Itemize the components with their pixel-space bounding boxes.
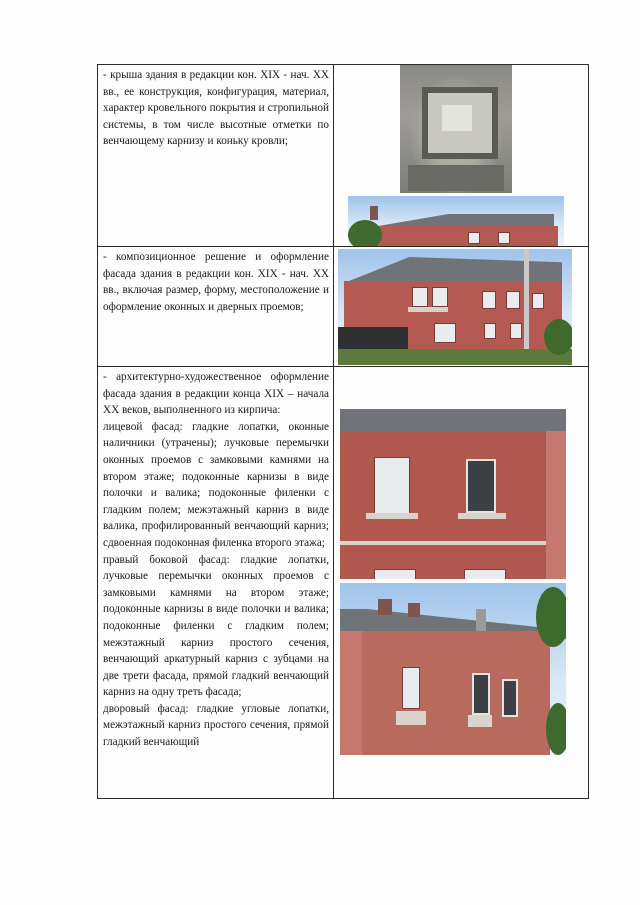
side-facade-photo <box>340 583 566 755</box>
facade-photo <box>338 249 572 365</box>
description-cell <box>98 65 334 247</box>
photo-cell <box>334 65 589 247</box>
table-row <box>98 247 589 367</box>
aerial-roof-photo <box>400 65 512 193</box>
protection-items-table <box>97 64 589 799</box>
description-cell <box>98 367 334 799</box>
table-row <box>98 367 589 799</box>
street-facade-photo <box>340 409 566 579</box>
description-text: - крыша здания в редакции кон. XIX - нач. XX вв., ее конструкция, конфигурация, материал, характер кровельного покрытия и стропильной системы, в том числе высотные отметки по венчающему карнизу и коньку кровли; <box>103 69 329 148</box>
description-text: правый боковой фасад: гладкие лопатки, лучковые перемычки оконных проемов с замковыми камнями на втором этаже; подоконные карнизы в виде полочки и валика; подоконные филенки с гладким полем; межэтажный карниз простого сечения, венчающий аркатурный карниз с зубцами на две трети фасада, прямой гладкий венчающий карниз на одну треть фасада; <box>103 553 329 699</box>
description-text: дворовый фасад: гладкие угловые лопатки, межэтажный карниз простого сечения, прямой гладкий венчающий <box>103 702 329 749</box>
table-row <box>98 65 589 247</box>
description-text: лицевой фасад: гладкие лопатки, оконные наличники (утрачены); лучковые перемычки оконных проемов с замковыми камнями на втором этаже; подоконные карнизы в виде полочки и валика; подоконные филенки с гладким полем; межэтажный карниз в виде валика, профилированный венчающий карниз; сдвоенная подоконная филенка второго этажа; <box>103 420 329 549</box>
building-roof-photo <box>348 196 564 246</box>
description-text: - архитектурно-художественное оформление фасада здания в редакции конца XIX – начала XX веков, выполненного из кирпича: <box>103 371 329 417</box>
photo-cell <box>334 367 589 799</box>
description-cell <box>98 247 334 367</box>
description-text: - композиционное решение и оформление фасада здания в редакции кон. XIX - нач. XX вв., включая размер, форму, местоположение и оформление оконных и дверных проемов; <box>103 251 329 313</box>
photo-cell <box>334 247 589 367</box>
